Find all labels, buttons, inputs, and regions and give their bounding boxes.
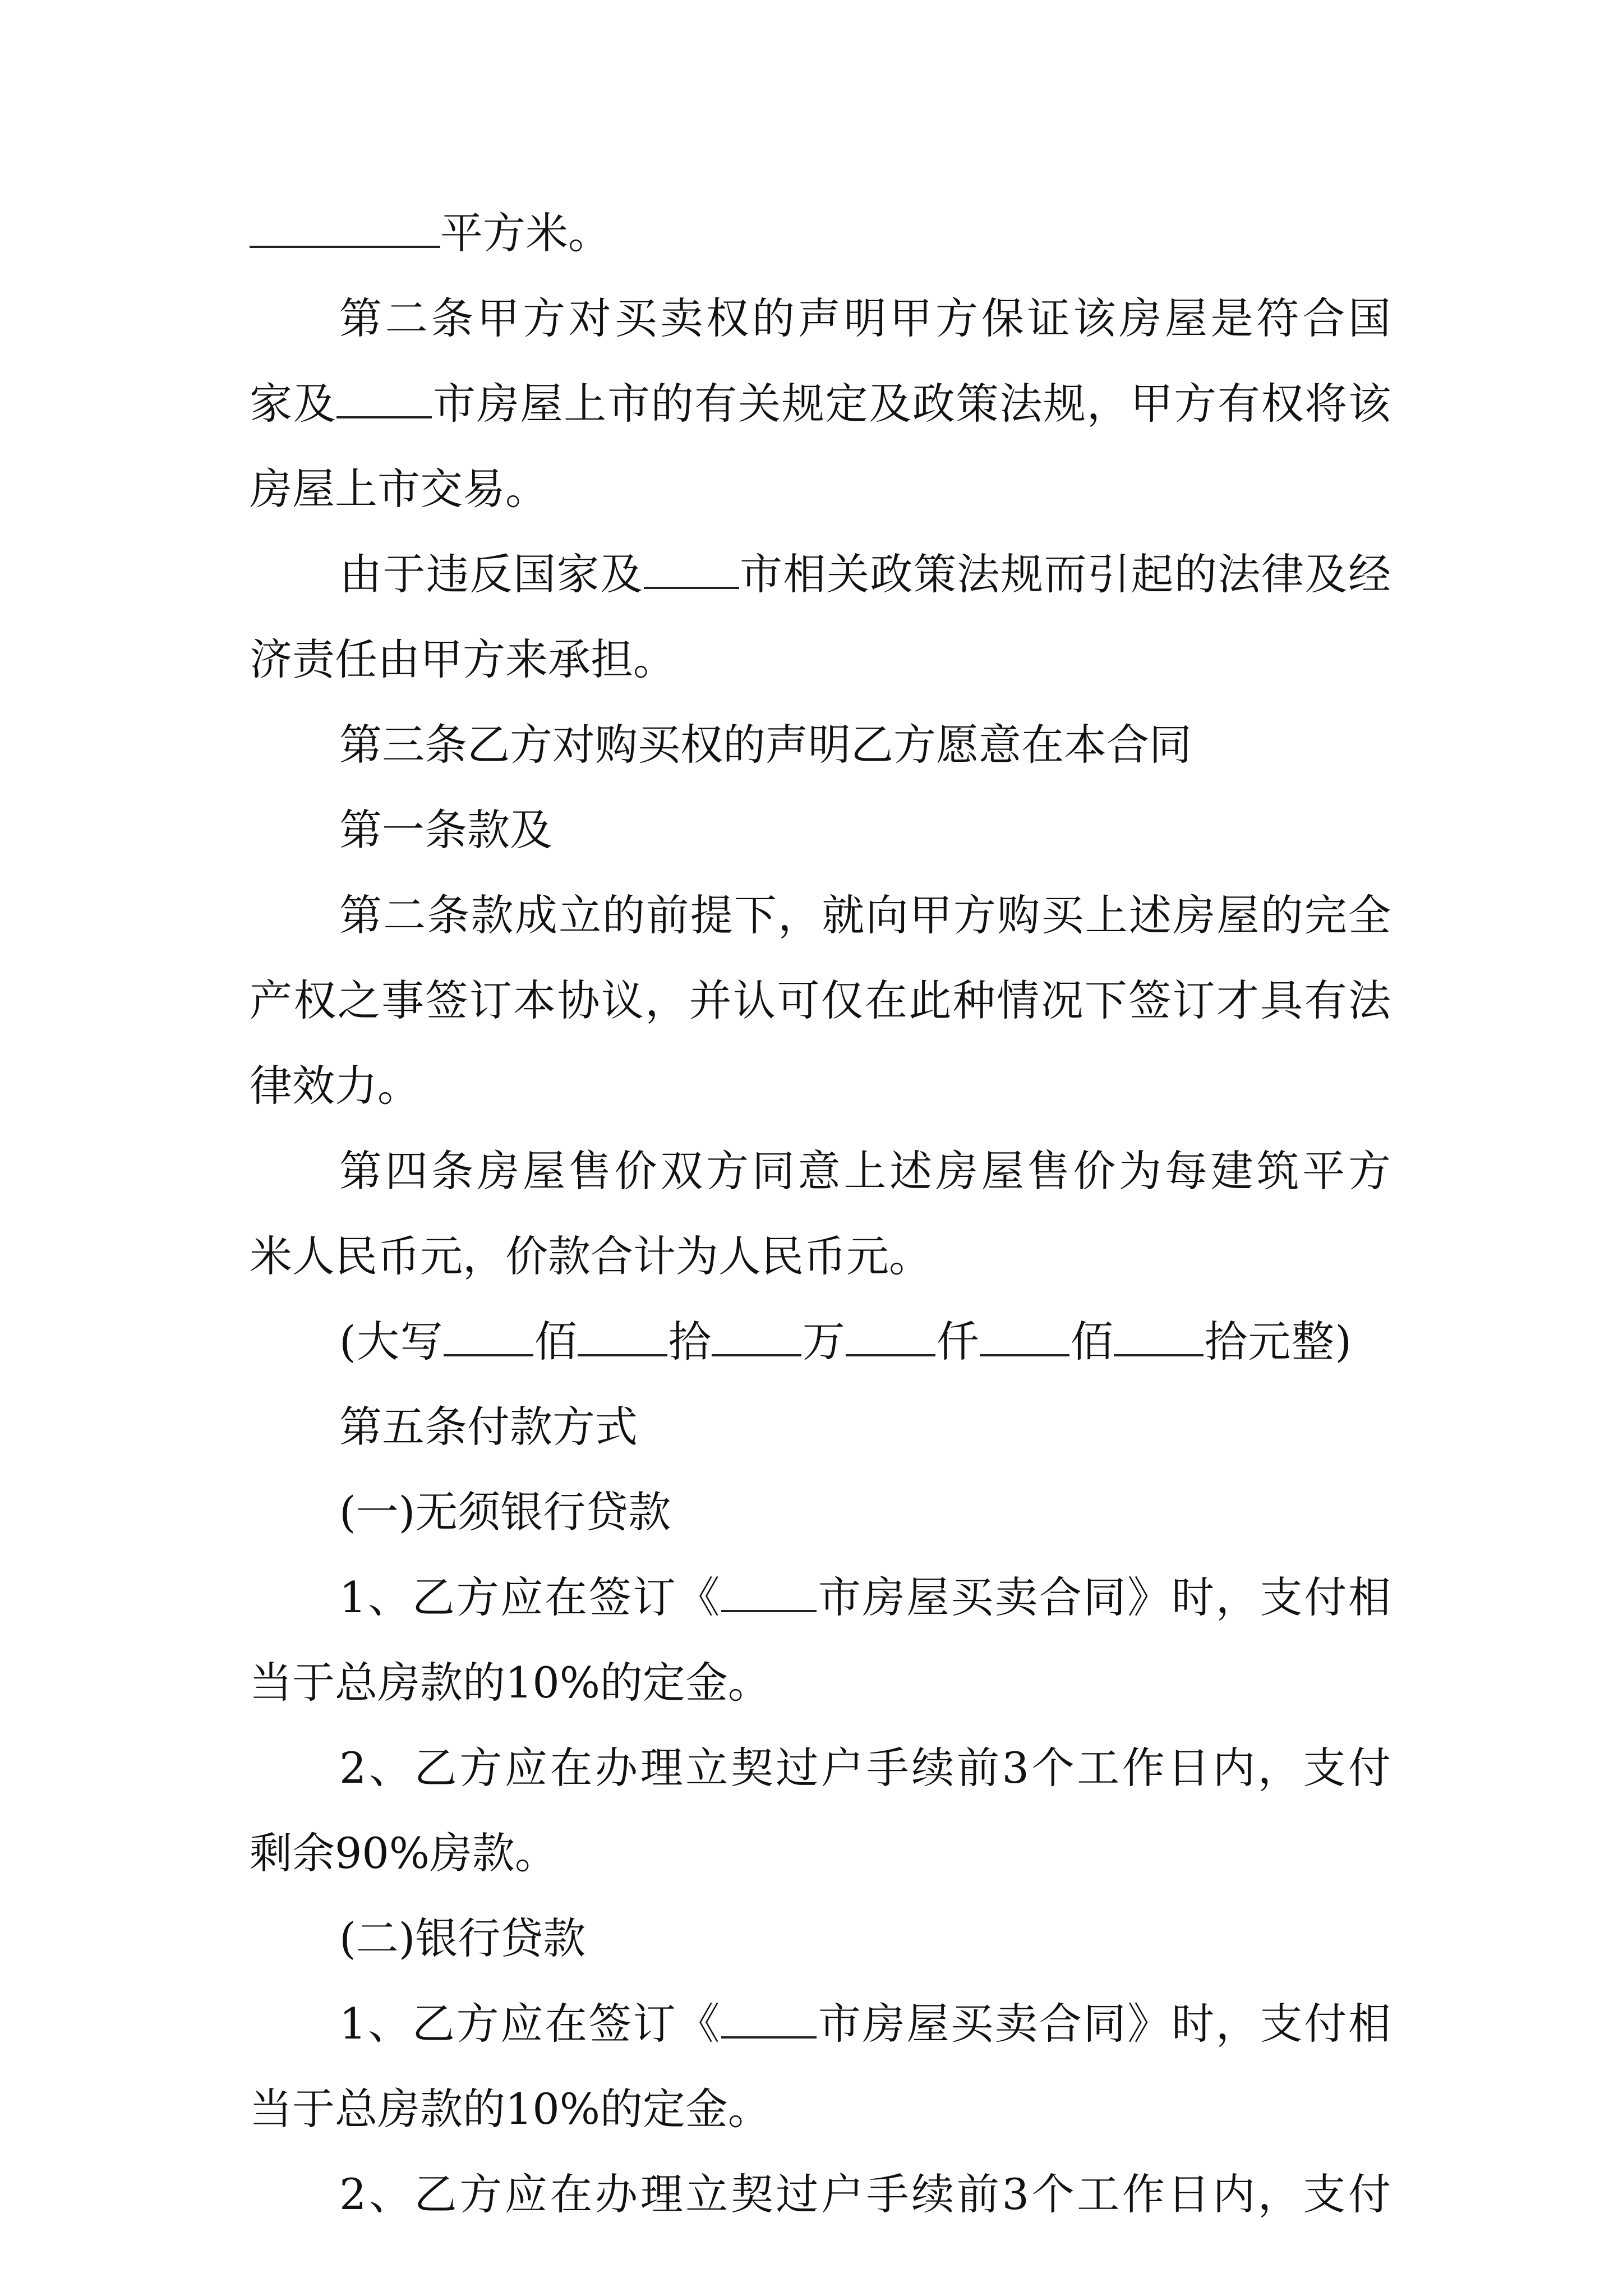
text-line — [250, 1384, 1391, 1470]
text-fragment: 第一条款及 — [339, 805, 552, 855]
fill-blank — [1114, 1320, 1204, 1356]
text-fragment: 律效力。 — [250, 1061, 420, 1111]
text-line — [250, 1811, 1391, 1896]
fill-blank — [444, 1320, 533, 1356]
text-fragment: 市房屋上市的有关规定及政策法规，甲方有权将该 — [432, 379, 1391, 429]
text-fragment: 拾 — [667, 1317, 712, 1366]
text-fragment: 当于总房款的10%的定金。 — [250, 1658, 771, 1708]
fill-blank — [721, 2003, 817, 2039]
text-fragment: 万 — [801, 1317, 846, 1366]
text-fragment: 产权之事签订本协议，并认可仅在此种情况下签订才具有法 — [250, 976, 1391, 1025]
text-fragment: 拾元整) — [1204, 1317, 1352, 1366]
text-line — [250, 873, 1391, 958]
text-line — [250, 1640, 1391, 1726]
text-fragment: 米人民币元，价款合计为人民币元。 — [250, 1231, 932, 1281]
text-line — [250, 1555, 1391, 1640]
text-fragment: (二)银行贷款 — [339, 1913, 586, 1963]
text-fragment: 平方米。 — [440, 208, 611, 258]
text-fragment: 由于违反国家及 — [339, 549, 644, 599]
fill-blank — [846, 1320, 935, 1356]
text-line — [250, 788, 1391, 873]
text-fragment: 第三条乙方对购买权的声明乙方愿意在本合同 — [339, 720, 1192, 770]
text-line — [250, 1299, 1391, 1384]
text-fragment: 当于总房款的10%的定金。 — [250, 2084, 771, 2134]
text-line — [250, 1726, 1391, 1811]
fill-blank — [250, 212, 440, 248]
text-line — [250, 2152, 1391, 2237]
text-fragment: (一)无须银行贷款 — [339, 1487, 671, 1537]
text-line — [250, 191, 1391, 276]
text-fragment: 2、乙方应在办理立契过户手续前3个工作日内，支付 — [339, 1743, 1391, 1793]
text-fragment: 剩余90%房款。 — [250, 1828, 557, 1878]
text-line — [250, 1470, 1391, 1555]
text-fragment: 第四条房屋售价双方同意上述房屋售价为每建筑平方 — [339, 1146, 1391, 1196]
text-fragment: 第五条付款方式 — [339, 1402, 638, 1452]
text-fragment: 市房屋买卖合同》时，支付相 — [817, 1572, 1391, 1622]
text-line — [250, 1129, 1391, 1214]
text-line — [250, 1043, 1391, 1129]
text-fragment: 第二条甲方对买卖权的声明甲方保证该房屋是符合国 — [339, 293, 1391, 343]
text-fragment: 1、乙方应在签订《 — [339, 1999, 722, 2049]
text-fragment: 2、乙方应在办理立契过户手续前3个工作日内，支付 — [339, 2169, 1391, 2219]
fill-blank — [721, 1576, 817, 1612]
text-line — [250, 532, 1391, 617]
text-fragment: 1、乙方应在签订《 — [339, 1572, 722, 1622]
text-line — [250, 1214, 1391, 1299]
text-line — [250, 617, 1391, 702]
text-line — [250, 276, 1391, 361]
text-fragment: 佰 — [533, 1317, 578, 1366]
fill-blank — [644, 553, 739, 589]
text-fragment: (大写 — [339, 1317, 444, 1366]
document-page — [250, 191, 1391, 2237]
text-line — [250, 1981, 1391, 2067]
fill-blank — [712, 1320, 801, 1356]
text-line — [250, 361, 1391, 447]
text-fragment: 济责任由甲方来承担。 — [250, 634, 676, 684]
text-line — [250, 958, 1391, 1043]
text-fragment: 第二条款成立的前提下，就向甲方购买上述房屋的完全 — [339, 890, 1391, 940]
text-fragment: 佰 — [1069, 1317, 1114, 1366]
text-fragment: 市房屋买卖合同》时，支付相 — [817, 1999, 1391, 2049]
fill-blank — [578, 1320, 667, 1356]
text-fragment: 市相关政策法规而引起的法律及经 — [739, 549, 1391, 599]
text-fragment: 家及 — [250, 379, 337, 429]
text-fragment: 仟 — [935, 1317, 980, 1366]
text-line — [250, 2067, 1391, 2152]
fill-blank — [336, 383, 432, 418]
text-fragment: 房屋上市交易。 — [250, 464, 548, 514]
text-line — [250, 1896, 1391, 1981]
fill-blank — [980, 1320, 1069, 1356]
text-line — [250, 447, 1391, 532]
text-line — [250, 702, 1391, 788]
